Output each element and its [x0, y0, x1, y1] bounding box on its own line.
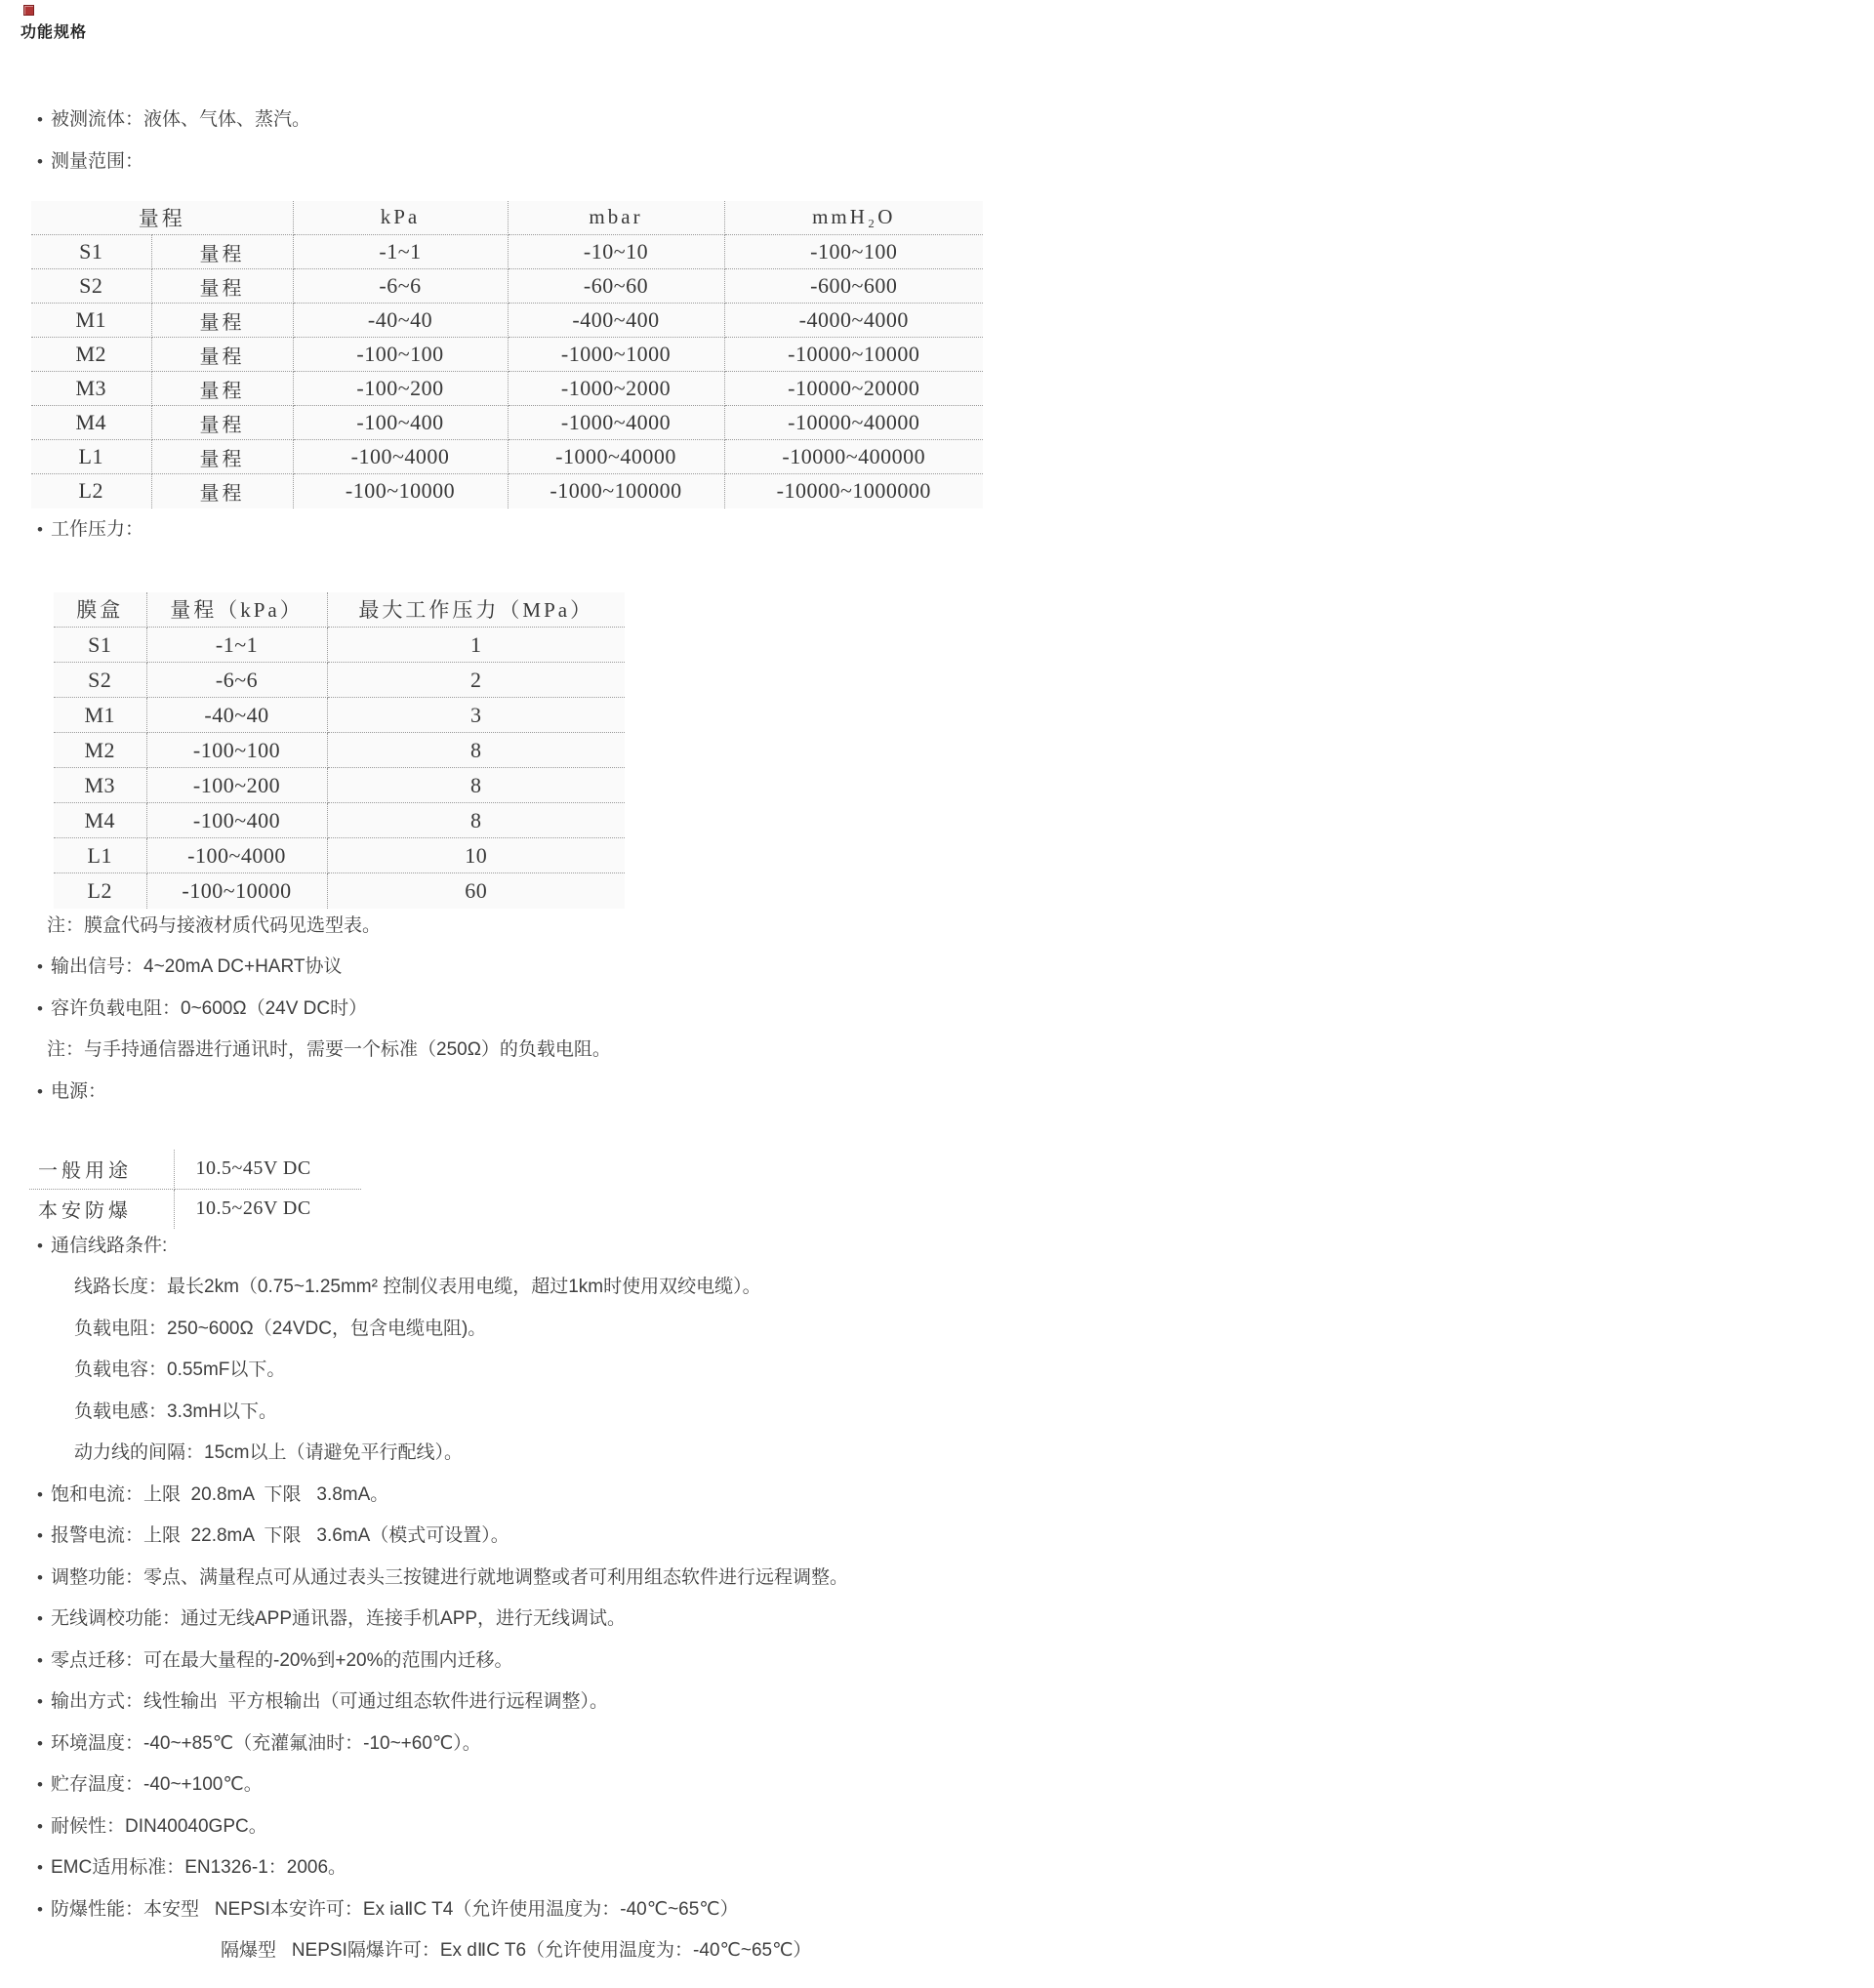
table-cell: -400~400 — [508, 304, 724, 338]
unit-header-mmh2o: mmH₂O — [724, 201, 983, 235]
table-row — [31, 474, 983, 508]
list-item-text: 通信线路条件: — [51, 1235, 168, 1256]
unit-header-mbar: mbar — [508, 201, 724, 235]
table-cell: -10000~20000 — [724, 372, 983, 406]
table-cell: L1 — [31, 440, 151, 474]
table-cell: -60~60 — [508, 269, 724, 304]
unit-header-kpa: kPa — [293, 201, 508, 235]
list-item-text: 工作压力： — [51, 518, 144, 540]
table-cell: -4000~4000 — [724, 304, 983, 338]
table-cell: -100~100 — [293, 338, 508, 372]
list-item — [51, 1900, 1094, 1920]
table-cell: S2 — [54, 663, 146, 698]
list-item-text: 无线调校功能：通过无线APP通讯器，连接手机APP，进行无线调试。 — [51, 1608, 627, 1629]
list-item — [47, 916, 1094, 936]
output-signal-list — [20, 916, 1094, 1102]
table-cell: -6~6 — [146, 663, 327, 698]
table-row — [54, 803, 625, 838]
table-cell: -100~10000 — [146, 873, 327, 909]
table-cell: 量程 — [151, 406, 293, 440]
table-cell: 本安防爆 — [29, 1189, 174, 1229]
table-row — [29, 1189, 361, 1229]
list-item — [51, 1609, 1094, 1629]
list-item-text: 防爆性能：本安型 NEPSI本安许可：Ex iaⅡC T4（允许使用温度为：-40℃~65℃） — [51, 1898, 739, 1920]
table-cell: -10000~10000 — [724, 338, 983, 372]
table-cell: 10.5~26V DC — [195, 1197, 311, 1219]
capsule-header: 膜盒 — [54, 592, 146, 628]
list-item-text: 隔爆型 NEPSI隔爆许可：Ex dⅡC T6（允许使用温度为：-40℃~65℃） — [221, 1940, 812, 1961]
table-cell: -100~200 — [146, 768, 327, 803]
table-cell: L2 — [31, 474, 151, 508]
table-cell: -100~100 — [146, 733, 327, 768]
list-item — [74, 1360, 1094, 1380]
range-merged-header: 量程 — [31, 201, 293, 235]
table-cell: -1000~1000 — [508, 338, 724, 372]
table-cell: 一般用途 — [29, 1150, 174, 1190]
table-row — [54, 628, 625, 663]
table-cell: -10000~400000 — [724, 440, 983, 474]
table-cell: 量程 — [151, 338, 293, 372]
table-cell: 量程 — [151, 269, 293, 304]
table-cell: M4 — [54, 803, 146, 838]
table-row — [31, 269, 983, 304]
working-pressure-bullet — [51, 520, 1094, 540]
table-cell: -1000~40000 — [508, 440, 724, 474]
table-cell: -40~40 — [293, 304, 508, 338]
list-item — [51, 957, 1094, 977]
list-item-text: 调整功能：零点、满量程点可从通过表头三按键进行就地调整或者可利用组态软件进行远程调整。 — [51, 1566, 849, 1588]
table-cell: 量程 — [151, 440, 293, 474]
measuring-range-table — [31, 201, 983, 508]
table-header-row — [31, 201, 983, 235]
table-cell: 1 — [327, 628, 625, 663]
list-item — [51, 1734, 1094, 1754]
table-cell: -600~600 — [724, 269, 983, 304]
working-pressure-table — [54, 592, 625, 909]
table-cell: -100~10000 — [293, 474, 508, 508]
table-cell: -100~200 — [293, 372, 508, 406]
table-cell: S1 — [54, 628, 146, 663]
list-item — [51, 1651, 1094, 1671]
table-cell: -10000~40000 — [724, 406, 983, 440]
table-row — [54, 838, 625, 873]
table-cell: M1 — [31, 304, 151, 338]
list-item — [51, 999, 1094, 1019]
list-item-text: 输出信号：4~20mA DC+HART协议 — [51, 956, 343, 977]
list-item-text: 被测流体：液体、气体、蒸汽。 — [51, 109, 311, 130]
table-cell: -1000~100000 — [508, 474, 724, 508]
table-cell: 2 — [327, 663, 625, 698]
list-item-text: 测量范围： — [51, 150, 144, 172]
table-cell: L2 — [54, 873, 146, 909]
list-item-text: 电源： — [51, 1080, 107, 1102]
table-cell: -100~100 — [724, 235, 983, 269]
list-item-text: 线路长度：最长2km（0.75~1.25mm² 控制仪表用电缆，超过1km时使用双绞电缆）。 — [74, 1277, 761, 1297]
list-item — [74, 1402, 1094, 1422]
table-cell: M3 — [54, 768, 146, 803]
list-item — [51, 1082, 1094, 1102]
table-row — [31, 304, 983, 338]
table-cell: -100~400 — [146, 803, 327, 838]
table-row — [54, 698, 625, 733]
list-item-text: 注：膜盒代码与接液材质代码见选型表。 — [47, 914, 382, 936]
list-item-text: 负载电容：0.55mF以下。 — [74, 1359, 286, 1380]
table-row — [54, 663, 625, 698]
list-item — [74, 1319, 1094, 1339]
list-item-text: 负载电感：3.3mH以下。 — [74, 1400, 277, 1422]
list-item — [51, 1237, 1094, 1256]
table-cell: -1~1 — [146, 628, 327, 663]
table-cell: 8 — [327, 768, 625, 803]
table-row — [54, 873, 625, 909]
table-cell: 量程 — [151, 474, 293, 508]
list-item-text: 耐候性：DIN40040GPC。 — [51, 1815, 267, 1837]
table-cell: S2 — [31, 269, 151, 304]
table-cell: -10~10 — [508, 235, 724, 269]
table-cell: -100~400 — [293, 406, 508, 440]
table-cell: 量程 — [151, 304, 293, 338]
list-item-text: 环境温度：-40~+85℃（充灌氟油时：-10~+60℃）。 — [51, 1732, 481, 1754]
table-cell: -1000~2000 — [508, 372, 724, 406]
list-item-text: 输出方式：线性输出 平方根输出（可通过组态软件进行远程调整）。 — [51, 1691, 609, 1712]
red-badge-icon — [23, 5, 34, 16]
table-cell: L1 — [54, 838, 146, 873]
table-cell: -100~4000 — [146, 838, 327, 873]
list-item — [51, 110, 1094, 130]
table-row — [54, 768, 625, 803]
table-cell: 60 — [327, 873, 625, 909]
list-item — [74, 1278, 1094, 1297]
table-cell: M3 — [31, 372, 151, 406]
max-pressure-header: 最大工作压力（MPa） — [327, 592, 625, 628]
list-item — [51, 152, 1094, 172]
list-item-text: 零点迁移：可在最大量程的-20%到+20%的范围内迁移。 — [51, 1649, 513, 1671]
table-row — [31, 338, 983, 372]
table-row — [31, 235, 983, 269]
list-item-text: 注：与手持通信器进行通讯时，需要一个标准（250Ω）的负载电阻。 — [47, 1039, 611, 1060]
table-cell: M1 — [54, 698, 146, 733]
table-cell: 8 — [327, 733, 625, 768]
table-row — [54, 733, 625, 768]
table-cell: 3 — [327, 698, 625, 733]
table-cell: 8 — [327, 803, 625, 838]
table-cell: -10000~1000000 — [724, 474, 983, 508]
list-item — [51, 1568, 1094, 1588]
list-item — [221, 1941, 1094, 1961]
table-cell: M2 — [31, 338, 151, 372]
table-row — [31, 440, 983, 474]
power-supply-table — [29, 1150, 361, 1229]
list-item — [51, 1817, 1094, 1837]
table-cell: 10.5~45V DC — [174, 1150, 361, 1190]
list-item-text: 报警电流：上限 22.8mA 下限 3.6mA（模式可设置）。 — [51, 1525, 509, 1546]
list-item-text: 负载电阻：250~600Ω（24VDC，包含电缆电阻)。 — [74, 1318, 487, 1339]
list-item-text: 贮存温度：-40~+100℃。 — [51, 1774, 263, 1795]
list-item — [51, 1485, 1094, 1505]
table-row — [31, 372, 983, 406]
list-item-text: 饱和电流：上限 20.8mA 下限 3.8mA。 — [51, 1483, 389, 1505]
table-cell: -6~6 — [293, 269, 508, 304]
list-item — [51, 1858, 1094, 1878]
list-item — [74, 1443, 1094, 1463]
list-item — [51, 1775, 1094, 1795]
table-header-row — [54, 592, 625, 628]
table-cell: 量程 — [151, 372, 293, 406]
table-cell: M2 — [54, 733, 146, 768]
table-cell: -100~4000 — [293, 440, 508, 474]
list-item — [51, 1526, 1094, 1546]
table-cell: -1000~4000 — [508, 406, 724, 440]
table-cell: 10 — [327, 838, 625, 873]
list-item — [51, 1692, 1094, 1712]
spec-list — [20, 1237, 1094, 1962]
table-cell: S1 — [31, 235, 151, 269]
table-cell: -1~1 — [293, 235, 508, 269]
table-row — [31, 406, 983, 440]
list-item-text: 动力线的间隔：15cm以上（请避免平行配线）。 — [74, 1442, 463, 1463]
table-cell: 量程 — [151, 235, 293, 269]
table-row — [29, 1150, 361, 1190]
span-kpa-header: 量程（kPa） — [146, 592, 327, 628]
list-item — [47, 1040, 1094, 1060]
intro-list — [20, 110, 1094, 172]
table-cell: -40~40 — [146, 698, 327, 733]
table-cell: M4 — [31, 406, 151, 440]
list-item-text: 容许负载电阻：0~600Ω（24V DC时） — [51, 997, 368, 1019]
list-item-text: EMC适用标准：EN1326-1：2006。 — [51, 1857, 347, 1878]
page-title: 功能规格 — [20, 24, 88, 41]
